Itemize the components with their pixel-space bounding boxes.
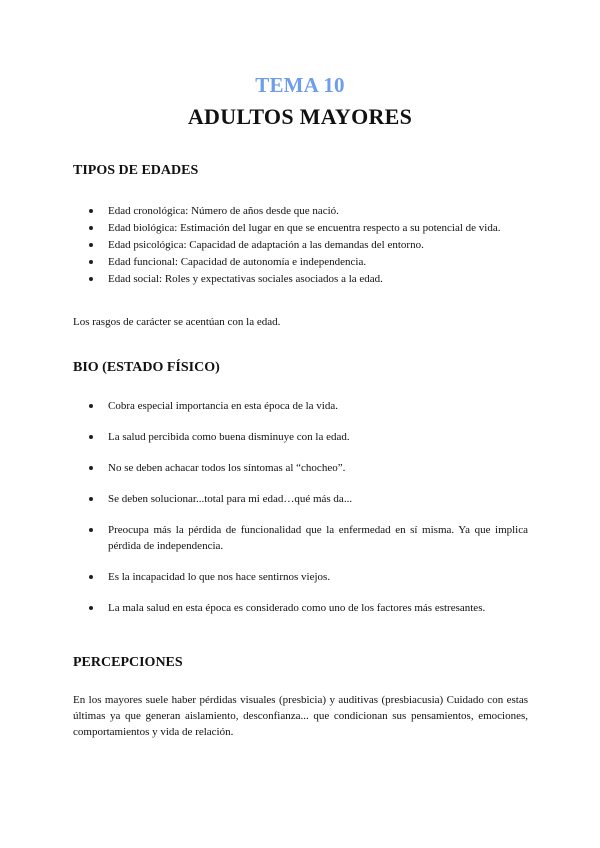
list-item: Cobra especial importancia en esta época de la vida. [73, 398, 528, 414]
section-heading-bio: BIO (ESTADO FÍSICO) [73, 360, 220, 375]
bullet-icon [89, 466, 93, 470]
section-heading-edades: TIPOS DE EDADES [73, 163, 199, 178]
bullet-icon [89, 606, 93, 610]
list-item: Es la incapacidad lo que nos hace sentirnos viejos. [73, 569, 528, 585]
list-item: Edad psicológica: Capacidad de adaptación a las demandas del entorno. [73, 237, 528, 253]
list-item: Edad cronológica: Número de años desde que nació. [73, 203, 528, 219]
list-item: Preocupa más la pérdida de funcionalidad que la enfermedad en sí misma. Ya que implica pérdida de independencia. [73, 522, 528, 554]
percepciones-paragraph: En los mayores suele haber pérdidas visuales (presbicia) y auditivas (presbiacusia) Cuidado con estas últimas ya que generan aislamiento, desconfianza... que condicionan sus pensamientos, emociones, comportamientos y vida de relación. [73, 694, 528, 738]
bullet-icon [89, 260, 93, 264]
list-item: No se deben achacar todos los síntomas al “chocheo”. [73, 460, 528, 476]
bullet-icon [89, 209, 93, 213]
edades-note: Los rasgos de carácter se acentúan con la edad. [73, 316, 281, 328]
list-item: Edad biológica: Estimación del lugar en que se encuentra respecto a su potencial de vida. [73, 220, 528, 236]
bullet-icon [89, 435, 93, 439]
page-title: ADULTOS MAYORES [187, 104, 413, 129]
list-item: Se deben solucionar...total para mi edad…qué más da... [73, 491, 528, 507]
topic-number: TEMA 10 [255, 73, 345, 97]
list-item: Edad funcional: Capacidad de autonomía e independencia. [73, 254, 528, 270]
list-item: La mala salud en esta época es considerado como uno de los factores más estresantes. [73, 600, 528, 616]
bullet-icon [89, 575, 93, 579]
bio-list [73, 398, 528, 616]
edades-list [73, 203, 528, 288]
bullet-icon [89, 497, 93, 501]
bullet-icon [89, 277, 93, 281]
section-heading-percepciones: PERCEPCIONES [73, 655, 183, 670]
bullet-icon [89, 226, 93, 230]
list-item: Edad social: Roles y expectativas sociales asociados a la edad. [73, 271, 528, 287]
bullet-icon [89, 404, 93, 408]
bullet-icon [89, 243, 93, 247]
bullet-icon [89, 528, 93, 532]
list-item: La salud percibida como buena disminuye con la edad. [73, 429, 528, 445]
